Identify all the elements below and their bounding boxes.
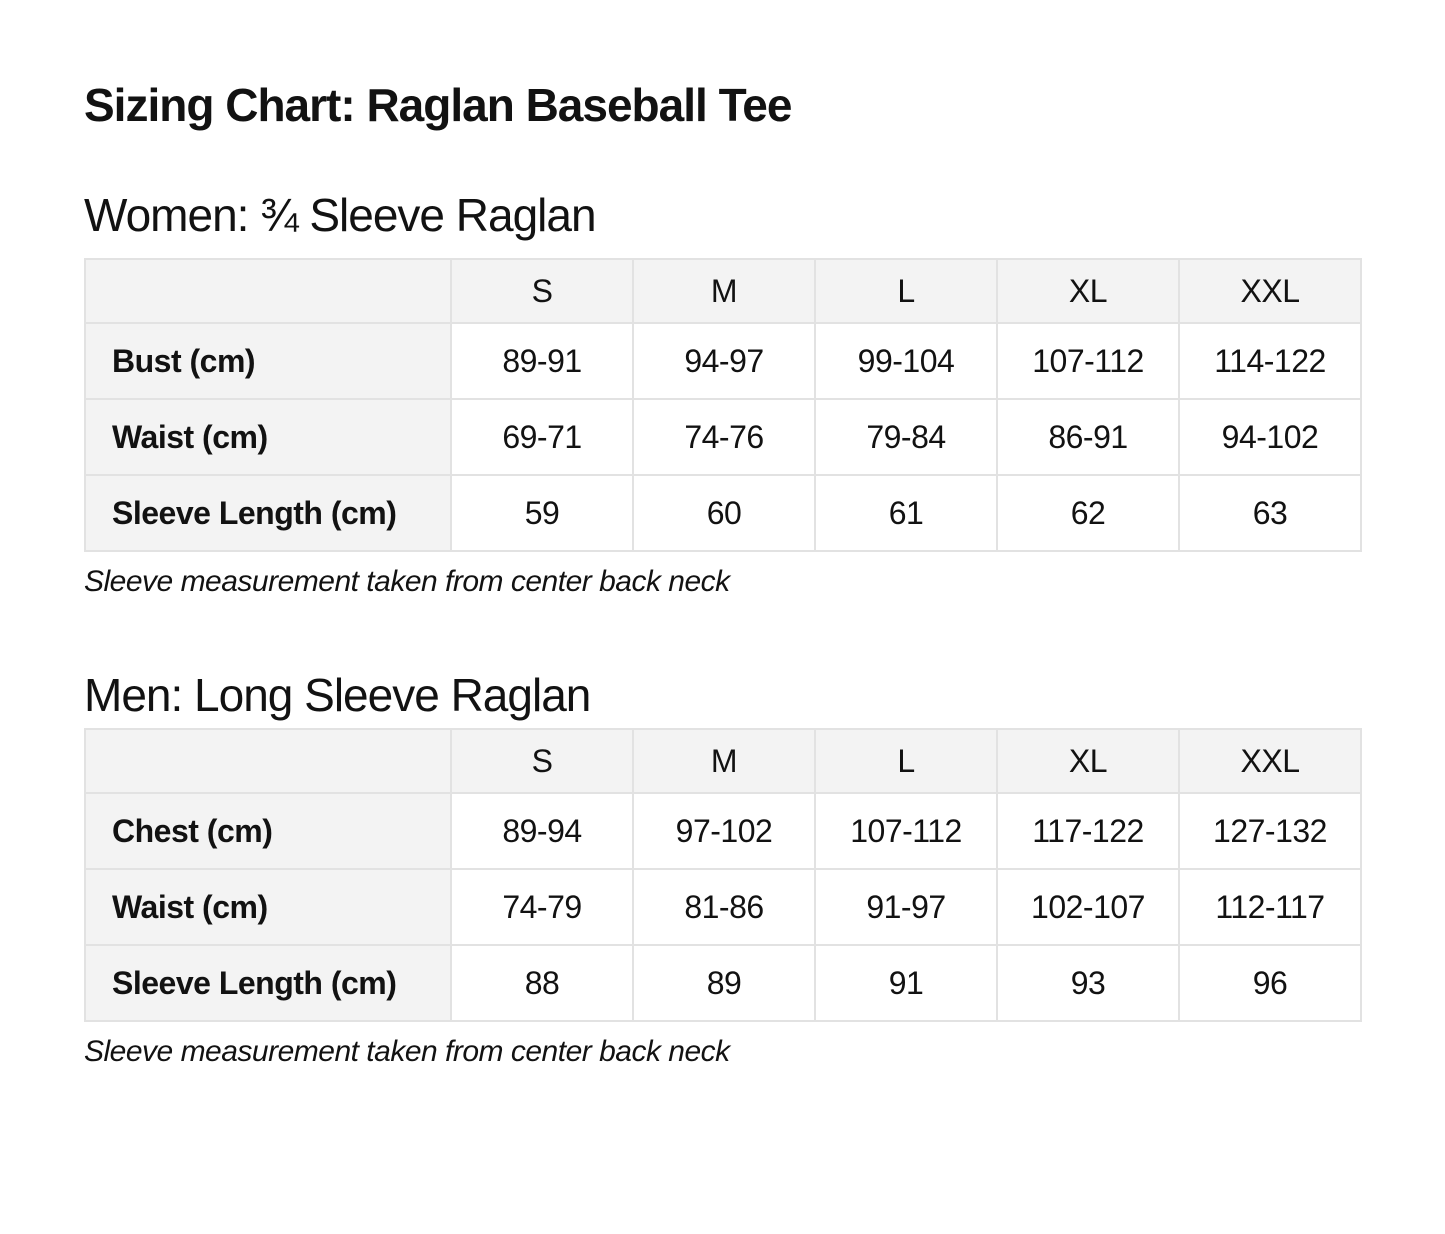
size-header-l: L — [815, 259, 997, 323]
table-cell: 74-76 — [633, 399, 815, 475]
table-cell: 81-86 — [633, 869, 815, 945]
table-cell: 89 — [633, 945, 815, 1021]
men-chest-row — [85, 793, 1361, 869]
sizing-chart-page — [0, 78, 1445, 1070]
size-header-m: M — [633, 729, 815, 793]
size-header-s: S — [451, 729, 633, 793]
women-size-table — [84, 258, 1362, 552]
table-cell: 99-104 — [815, 323, 997, 399]
table-cell: 91-97 — [815, 869, 997, 945]
table-cell: 62 — [997, 475, 1179, 551]
table-cell: 94-102 — [1179, 399, 1361, 475]
size-header-xl: XL — [997, 259, 1179, 323]
table-cell: 89-94 — [451, 793, 633, 869]
table-cell: 91 — [815, 945, 997, 1021]
men-size-note: Sleeve measurement taken from center back neck — [84, 1035, 730, 1068]
size-header-l: L — [815, 729, 997, 793]
table-cell: 60 — [633, 475, 815, 551]
row-label-bust: Bust (cm) — [85, 323, 451, 399]
men-sleeve-row — [85, 945, 1361, 1021]
table-cell: 69-71 — [451, 399, 633, 475]
size-header-m: M — [633, 259, 815, 323]
table-cell: 59 — [451, 475, 633, 551]
women-size-note: Sleeve measurement taken from center back neck — [84, 565, 730, 598]
row-label-chest: Chest (cm) — [85, 793, 451, 869]
table-cell: 61 — [815, 475, 997, 551]
section-heading-women: Women: ¾ Sleeve Raglan — [84, 189, 596, 241]
women-waist-row — [85, 399, 1361, 475]
corner-cell — [85, 729, 451, 793]
table-cell: 89-91 — [451, 323, 633, 399]
table-cell: 112-117 — [1179, 869, 1361, 945]
size-header-xxl: XXL — [1179, 259, 1361, 323]
table-cell: 102-107 — [997, 869, 1179, 945]
men-waist-row — [85, 869, 1361, 945]
table-cell: 79-84 — [815, 399, 997, 475]
table-cell: 93 — [997, 945, 1179, 1021]
size-header-xxl: XXL — [1179, 729, 1361, 793]
table-cell: 94-97 — [633, 323, 815, 399]
table-cell: 127-132 — [1179, 793, 1361, 869]
table-cell: 107-112 — [997, 323, 1179, 399]
women-sleeve-row — [85, 475, 1361, 551]
women-bust-row — [85, 323, 1361, 399]
table-cell: 97-102 — [633, 793, 815, 869]
table-cell: 88 — [451, 945, 633, 1021]
men-header-row — [85, 729, 1361, 793]
row-label-waist: Waist (cm) — [85, 869, 451, 945]
corner-cell — [85, 259, 451, 323]
women-header-row — [85, 259, 1361, 323]
row-label-waist: Waist (cm) — [85, 399, 451, 475]
table-cell: 86-91 — [997, 399, 1179, 475]
row-label-sleeve-length: Sleeve Length (cm) — [85, 475, 451, 551]
table-cell: 96 — [1179, 945, 1361, 1021]
size-header-xl: XL — [997, 729, 1179, 793]
row-label-sleeve-length: Sleeve Length (cm) — [85, 945, 451, 1021]
men-size-table — [84, 728, 1362, 1022]
section-heading-men: Men: Long Sleeve Raglan — [84, 669, 591, 721]
table-cell: 107-112 — [815, 793, 997, 869]
page-title: Sizing Chart: Raglan Baseball Tee — [84, 79, 792, 131]
table-cell: 117-122 — [997, 793, 1179, 869]
table-cell: 114-122 — [1179, 323, 1361, 399]
size-header-s: S — [451, 259, 633, 323]
table-cell: 74-79 — [451, 869, 633, 945]
table-cell: 63 — [1179, 475, 1361, 551]
